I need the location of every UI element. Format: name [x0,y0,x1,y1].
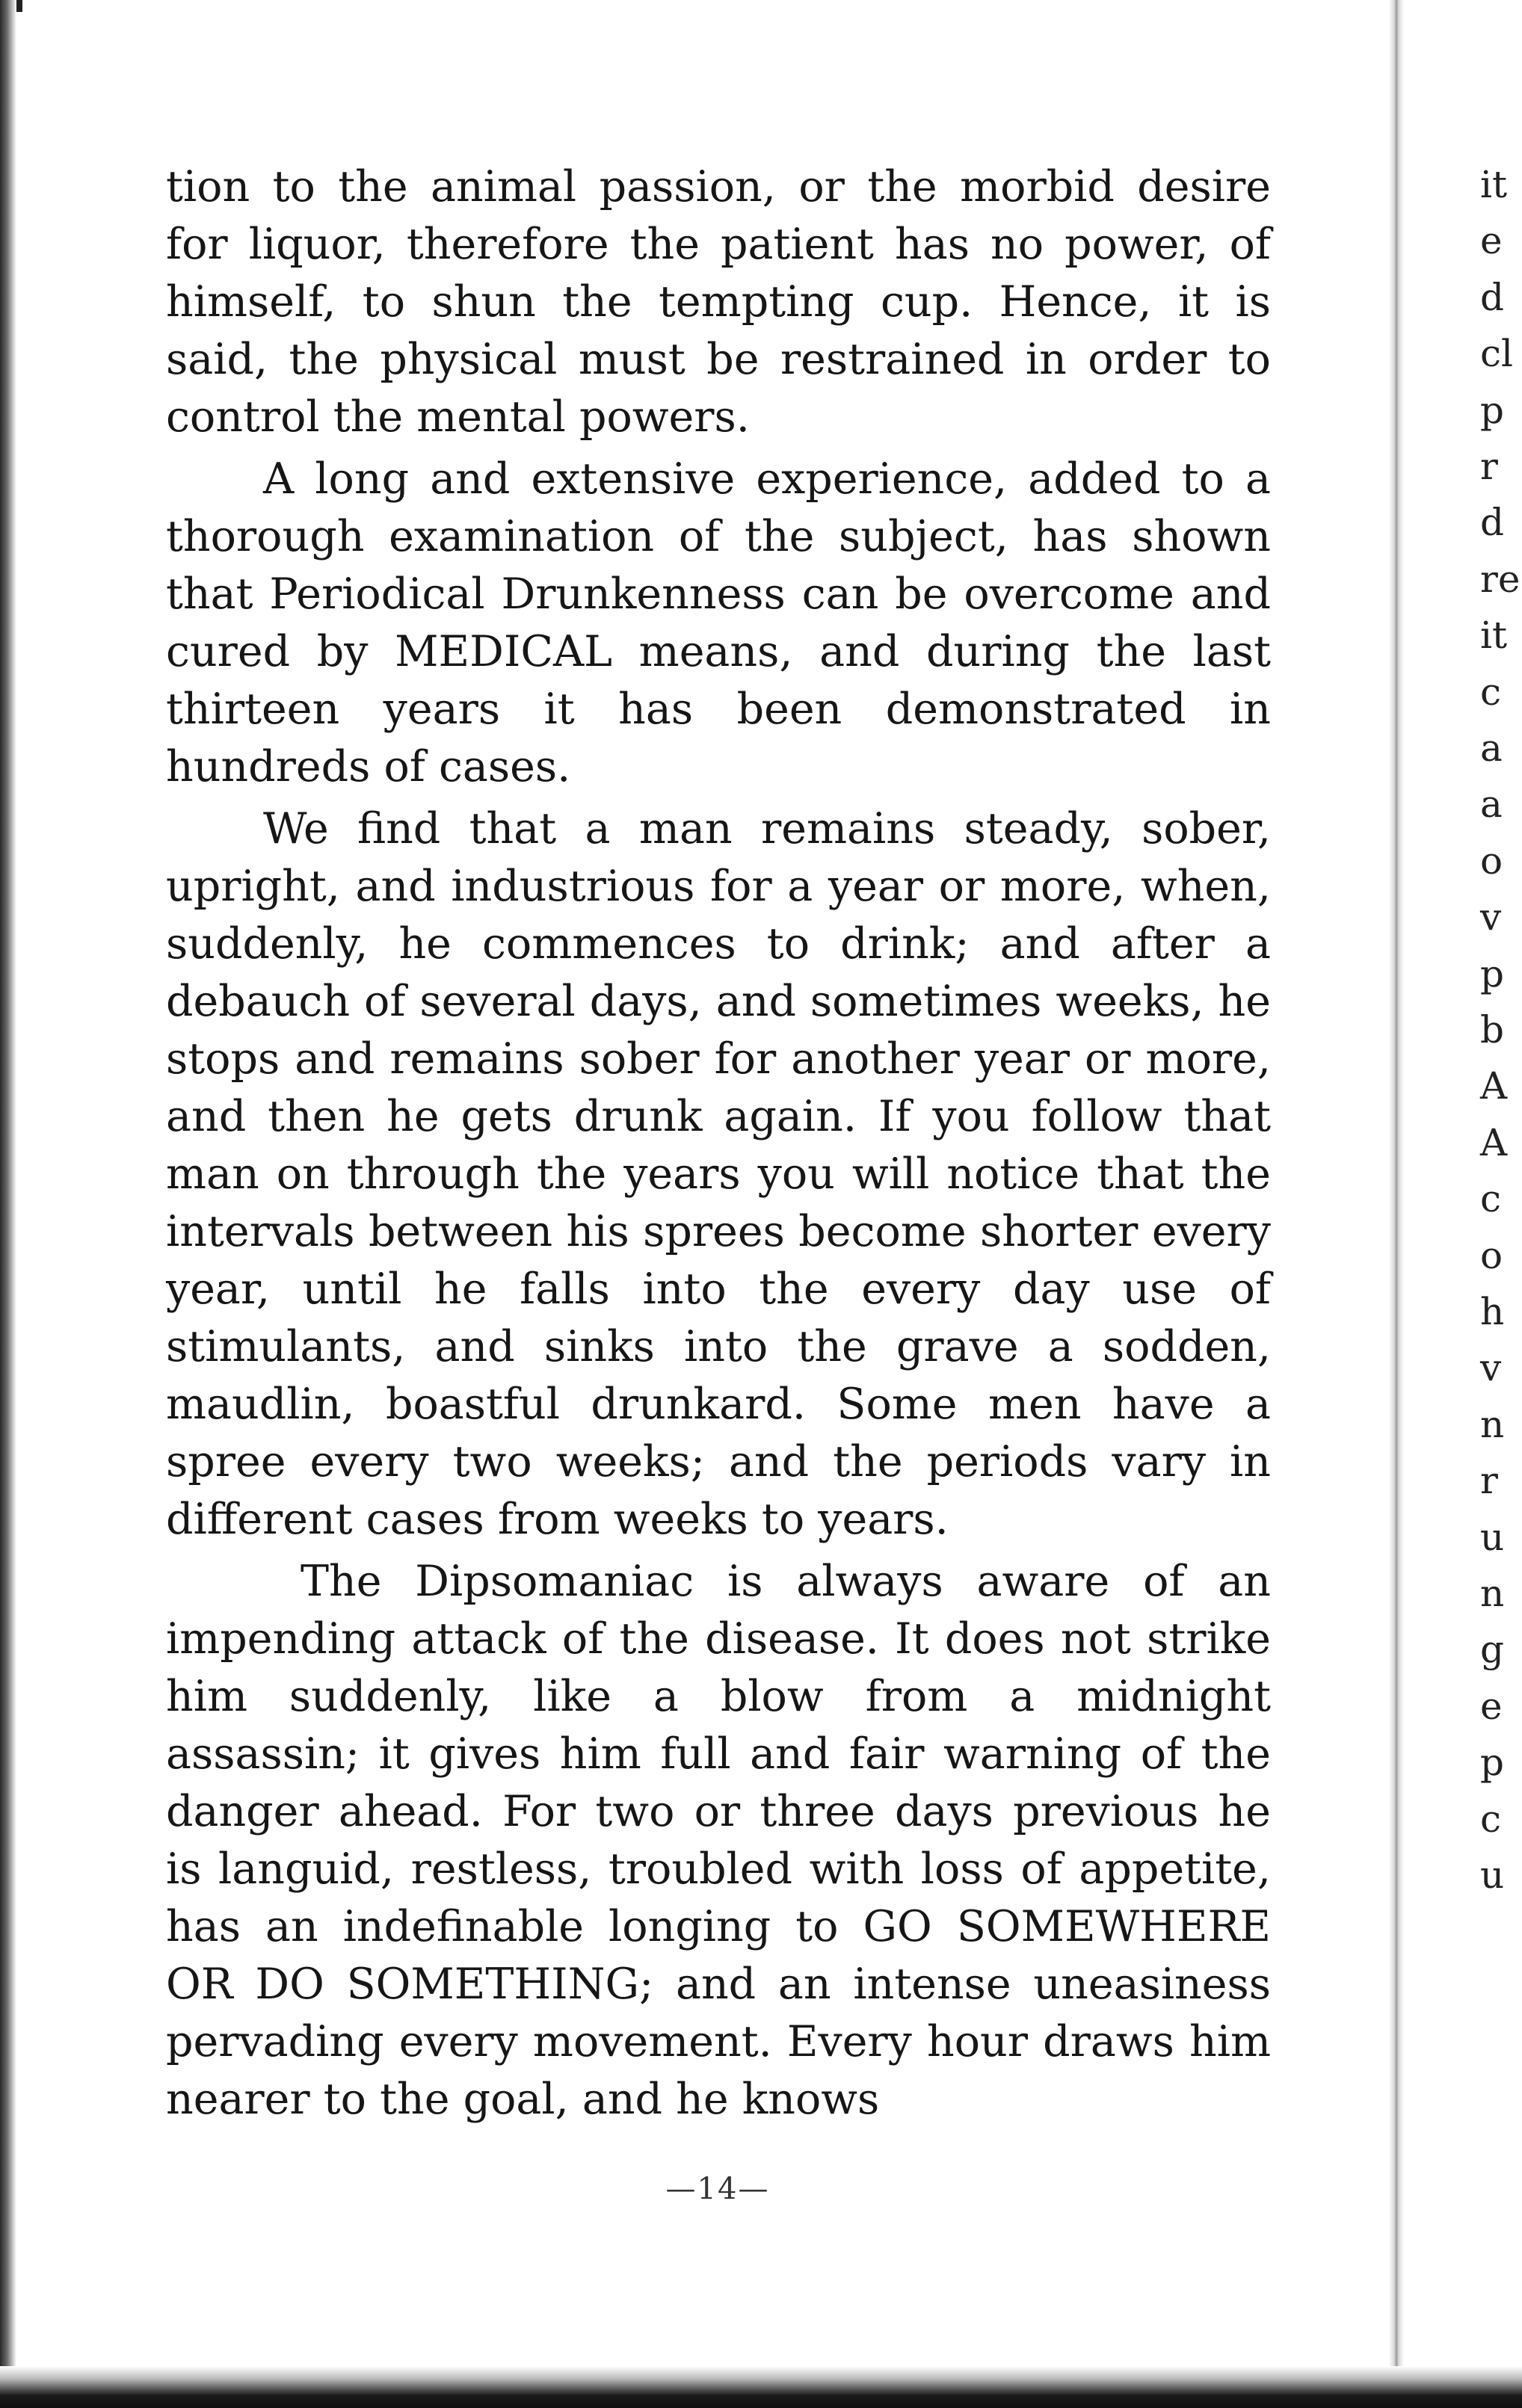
facing-page-fragment: it [1480,614,1508,657]
facing-page-fragment: n [1480,1572,1505,1615]
facing-page-fragment: c [1480,670,1502,714]
facing-page-fragment: h [1480,1290,1505,1333]
paragraph: We find that a man remains steady, sober, upright, and industrious for a year or more, when, suddenly, he commences to drink; and after a debauch of several days, and sometimes weeks, he stops and remains sober for another year or more, and then he gets drunk again. If you follow that man on through the years you will notice that the intervals between his sprees become shorter every year, until he falls into the every day use of stimulants, and sinks into the grave a sodden, maudlin, boastful drunkard. Some men have a spree every two weeks; and the periods vary in different cases from weeks to years. [166,804,1271,1544]
facing-page-fragment: n [1480,1403,1505,1446]
page-left-shadow [0,0,16,2408]
facing-page-fragment: c [1480,1797,1502,1841]
facing-page-fragment: re [1480,558,1521,601]
paragraph: The Dipsomaniac is always aware of an impending attack of the disease. It does not strike him suddenly, like a blow from a midnight assassin; it gives him full and fair warning of the danger ahead. For two or three days previous he is languid, restless, troubled with loss of appetite, has an indefinable longing to GO SOMEWHERE OR DO SOMETHING; and an intense uneasiness pervading every movement. Every hour draws him nearer to the goal, and he knows [166,1557,1271,2124]
facing-page-fragment: u [1480,1516,1505,1559]
facing-page-fragment: A [1480,1064,1508,1108]
facing-page-fragment: cl [1480,332,1513,375]
facing-page-fragment: b [1480,1008,1505,1052]
facing-page-fragment: r [1480,1459,1498,1502]
facing-page-fragment: p [1480,389,1505,432]
facing-page-fragment: d [1480,276,1505,319]
facing-page-fragment: u [1480,1853,1505,1897]
paragraph: tion to the animal passion, or the morbid desire for liquor, therefore the patient has no power, of himself, to shun the tempting cup. Hence, it is said, the physical must be restrained in order to control the mental powers. [166,162,1271,442]
facing-page-fragment: p [1480,952,1505,995]
facing-page-fragment: o [1480,1234,1503,1277]
facing-page-fragment: e [1480,1685,1503,1728]
facing-page-fragment: A [1480,1121,1508,1164]
facing-page-fragment: v [1480,1346,1502,1389]
facing-page-fragment: c [1480,1177,1502,1220]
facing-page-fragment: a [1480,782,1503,826]
facing-page-fragment: a [1480,726,1503,770]
page-number: —14— [665,2172,770,2206]
facing-page-fragment: p [1480,1741,1505,1784]
facing-page-fragment: d [1480,501,1505,544]
page-bottom-edge [0,2366,1522,2408]
facing-page-fragment: it [1480,163,1508,206]
facing-page-fragment: v [1480,895,1502,939]
facing-page-fragment: e [1480,219,1503,262]
facing-page-fragment: r [1480,445,1498,488]
facing-page-fragment: o [1480,839,1503,883]
book-spine-gutter [1389,0,1404,2408]
paragraph: A long and extensive experience, added to a thorough examination of the subject, has shown that Periodical Drunkenness can be overcome and cured by MEDICAL means, and during the last thirteen years it has been demonstrated in hundreds of cases. [166,454,1271,791]
page-body [166,158,1271,2128]
facing-page-edge [1443,0,1522,2408]
facing-page-fragment: g [1480,1628,1505,1671]
